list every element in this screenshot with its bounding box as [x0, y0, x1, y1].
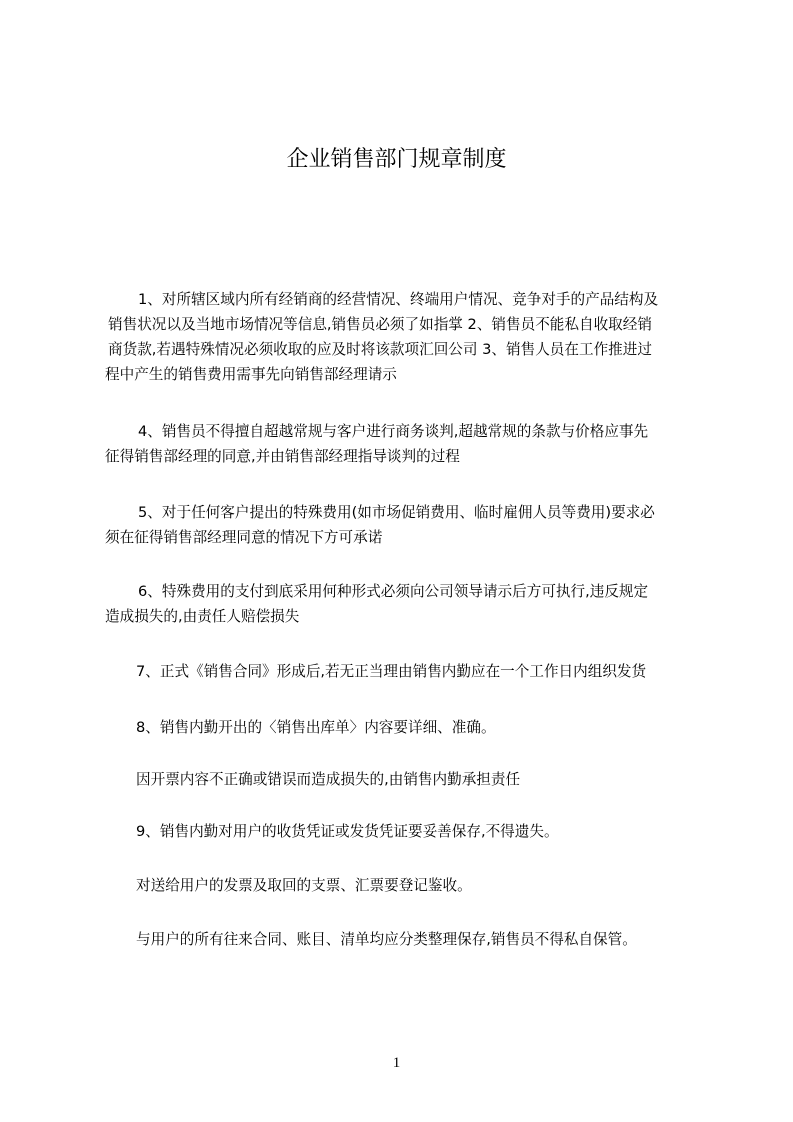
- paragraph-line: 9、销售内勤对用户的收货凭证或发货凭证要妥善保存,不得遗失。: [136, 823, 559, 840]
- paragraph-line: 4、销售员不得擅自超越常规与客户进行商务谈判,超越常规的条款与价格应事先: [138, 423, 649, 440]
- page-number: 1: [392, 1055, 401, 1071]
- paragraph-line: 7、正式《销售合同》形成后,若无正当理由销售内勤应在一个工作日内组织发货: [136, 663, 647, 680]
- paragraph-line: 1、对所辖区域内所有经销商的经营情况、终端用户情况、竞争对手的产品结构及: [138, 291, 659, 308]
- paragraph-line: 须在征得销售部经理同意的情况下方可承诺: [105, 529, 383, 546]
- paragraph-line: 征得销售部经理的同意,并由销售部经理指导谈判的过程: [105, 448, 460, 465]
- document-title: 企业销售部门规章制度: [286, 147, 507, 172]
- paragraph-line: 与用户的所有往来合同、账目、清单均应分类整理保存,销售员不得私自保管。: [136, 931, 637, 948]
- paragraph-line: 6、特殊费用的支付到底采用何种形式必须向公司领导请示后方可执行,违反规定: [138, 583, 649, 600]
- paragraph-line: 因开票内容不正确或错误而造成损失的,由销售内勤承担责任: [136, 771, 521, 788]
- paragraph-line: 造成损失的,由责任人赔偿损失: [105, 608, 300, 625]
- paragraph-line: 对送给用户的发票及取回的支票、汇票要登记鉴收。: [136, 877, 472, 894]
- paragraph-line: 商货款,若遇特殊情况必须收取的应及时将该款项汇回公司 3、销售人员在工作推进过: [108, 341, 652, 358]
- paragraph-line: 销售状况以及当地市场情况等信息,销售员必须了如指掌 2、销售员不能私自收取经销: [108, 316, 652, 333]
- paragraph-line: 程中产生的销售费用需事先向销售部经理请示: [105, 366, 397, 383]
- paragraph-line: 5、对于任何客户提出的特殊费用(如市场促销费用、临时雇佣人员等费用)要求必: [138, 504, 655, 521]
- paragraph-line: 8、销售内勤开出的〈销售出库单〉内容要详细、准确。: [136, 719, 496, 736]
